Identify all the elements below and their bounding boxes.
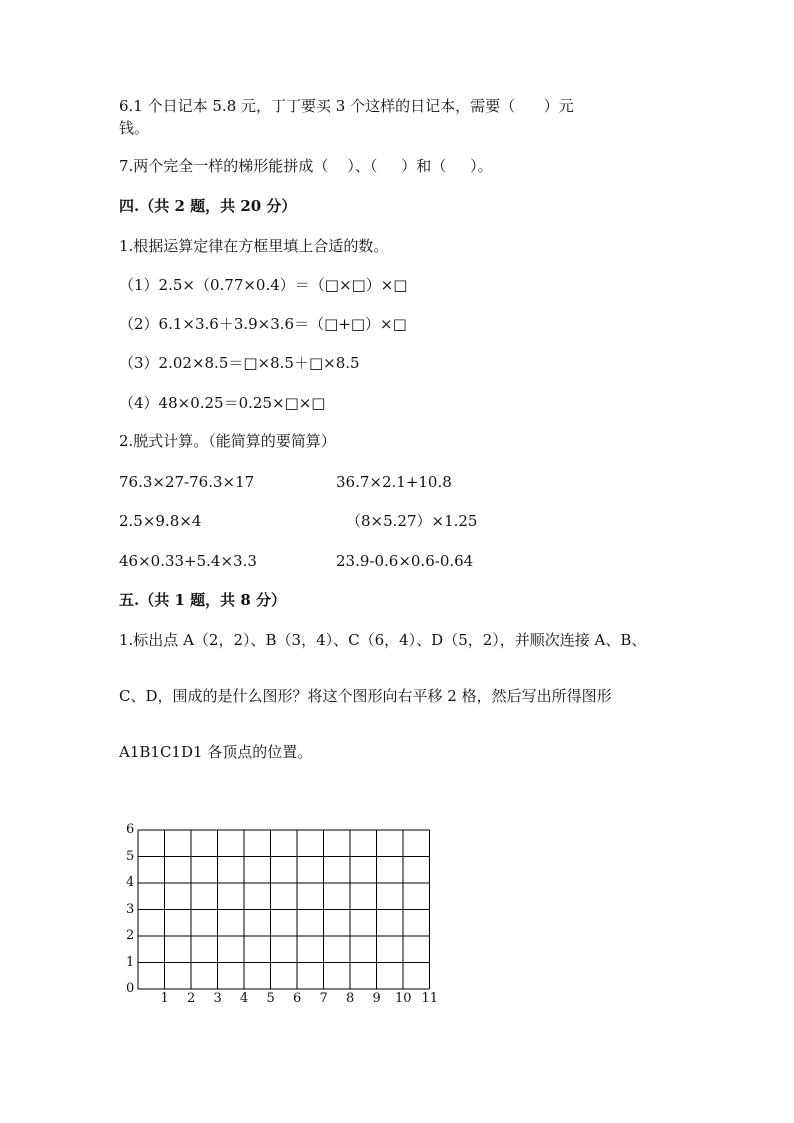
x-axis-label: 9 — [372, 991, 381, 1006]
section-4-q1-item: （1）2.5×（0.77×0.4）＝（□×□）×□ — [119, 276, 408, 294]
calc-item: 76.3×27-76.3×17 — [119, 473, 255, 491]
calc-item: 2.5×9.8×4 — [119, 512, 202, 530]
grid-lines — [138, 830, 430, 989]
section-5-q1-line2: C、D，围成的是什么图形？将这个图形向右平移 2 格，然后写出所得图形 — [119, 687, 612, 705]
y-axis-label: 4 — [126, 875, 135, 890]
y-axis-label: 1 — [126, 954, 135, 970]
x-axis-label: 6 — [293, 991, 302, 1006]
question-6-line1: 6.1 个日记本 5.8 元，丁丁要买 3 个这样的日记本，需要（ ）元 — [119, 97, 574, 115]
section-4-q2-title: 2.脱式计算。（能简算的要简算） — [119, 432, 336, 450]
x-axis-label: 11 — [421, 991, 439, 1006]
x-axis-label: 5 — [266, 991, 275, 1006]
y-axis-label: 5 — [126, 848, 135, 864]
y-axis-label: 6 — [126, 822, 135, 837]
grid-svg — [118, 820, 448, 1010]
section-5-q1-line1: 1.标出点 A（2，2）、B（3，4）、C（6，4）、D（5，2），并顺次连接 A、B、 — [119, 631, 647, 649]
x-axis-label: 10 — [395, 991, 412, 1006]
y-axis-label: 3 — [126, 901, 135, 917]
x-axis-label: 4 — [240, 991, 249, 1006]
section-4-q1-item: （2）6.1×3.6＋3.9×3.6＝（□+□）×□ — [119, 315, 407, 333]
section-5-q1-line3: A1B1C1D1 各顶点的位置。 — [119, 743, 313, 761]
section-4-q1-title: 1.根据运算定律在方框里填上合适的数。 — [119, 237, 389, 255]
calc-item: 23.9-0.6×0.6-0.64 — [336, 552, 474, 570]
x-axis-label: 8 — [346, 991, 355, 1006]
x-axis-label: 3 — [213, 991, 222, 1006]
x-axis-label: 7 — [319, 991, 328, 1006]
question-6-line2: 钱。 — [119, 119, 150, 137]
question-7: 7.两个完全一样的梯形能拼成（ ）、（ ）和（ ）。 — [119, 157, 493, 175]
section-4-q1-item: （4）48×0.25＝0.25×□×□ — [119, 394, 326, 412]
y-axis-label: 0 — [126, 981, 135, 996]
coordinate-grid — [118, 820, 448, 1010]
section-4-q1-item: （3）2.02×8.5＝□×8.5＋□×8.5 — [119, 354, 360, 372]
x-axis-label: 2 — [187, 991, 196, 1006]
calc-item: （8×5.27）×1.25 — [346, 512, 478, 530]
calc-item: 36.7×2.1+10.8 — [336, 473, 452, 491]
section-5-heading: 五.（共 1 题，共 8 分） — [119, 591, 286, 609]
calc-item: 46×0.33+5.4×3.3 — [119, 552, 257, 570]
y-axis-label: 2 — [126, 928, 135, 943]
section-4-heading: 四.（共 2 题，共 20 分） — [119, 197, 297, 215]
x-axis-label: 1 — [160, 991, 169, 1006]
